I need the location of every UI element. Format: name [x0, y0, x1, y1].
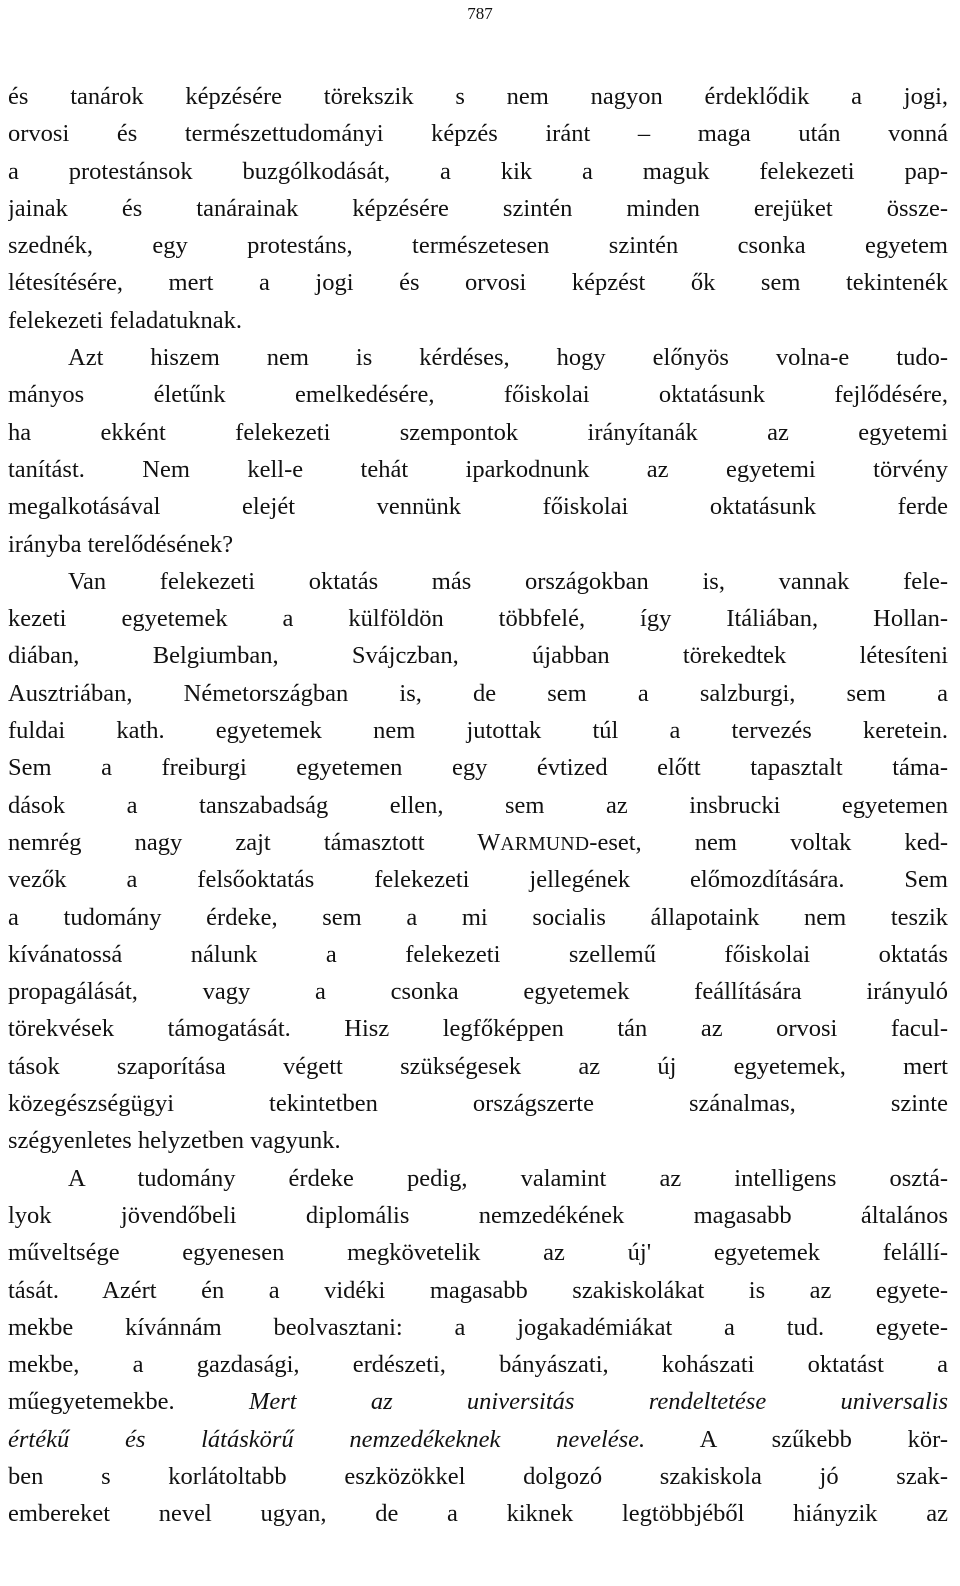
text-line: Sem a freiburgi egyetemen egy évtized előtt tapasztalt táma-	[8, 754, 948, 782]
page-number: 787	[467, 4, 493, 23]
text-line: műveltsége egyenesen megkövetelik az új' egyetemek felállí-	[8, 1239, 948, 1267]
text-line: a protestánsok buzgólkodását, a kik a maguk felekezeti pap-	[8, 157, 948, 185]
text-line: tások szaporítása végett szükségesek az új egyetemek, mert	[8, 1052, 948, 1080]
text-segment: műegyetemekbe.	[8, 1388, 249, 1416]
text-line: ben s korlátoltabb eszközökkel dolgozó szakiskola jó szak-	[8, 1462, 948, 1490]
text-line: kezeti egyetemek a külföldön többfelé, így Itáliában, Hollan-	[8, 605, 948, 633]
text-line	[8, 824, 948, 861]
body-text	[8, 78, 948, 1533]
smallcaps-name: ARMUND	[500, 833, 590, 855]
text-line: szednék, egy protestáns, természetesen szintén csonka egyetem	[8, 232, 948, 260]
text-line: szégyenletes helyzetben vagyunk.	[8, 1127, 341, 1155]
text-line: tását. Azért én a vidéki magasabb szakiskolákat is az egyete-	[8, 1276, 948, 1304]
text-line: közegészségügyi tekintetben országszerte szánalmas, szinte	[8, 1090, 948, 1118]
text-line: diában, Belgiumban, Svájczban, újabban törekedtek létesíteni	[8, 642, 948, 670]
text-segment: -eset, nem voltak ked-	[589, 828, 948, 856]
text-line: A tudomány érdeke pedig, valamint az intelligens osztá-	[68, 1164, 948, 1192]
text-line: fuldai kath. egyetemek nem jutottak túl a tervezés keretein.	[8, 717, 948, 745]
italic-text: Mert az universitás rendeltetése universalis	[248, 1388, 948, 1416]
italic-text: értékű és látáskörű nemzedékeknek nevelése.	[8, 1425, 646, 1453]
text-line: kívánatossá nálunk a felekezeti szellemű főiskolai oktatás	[8, 940, 948, 968]
text-line: felekezeti feladatuknak.	[8, 306, 242, 334]
text-segment: A szűkebb kör-	[645, 1425, 948, 1453]
text-line: jainak és tanárainak képzésére szintén minden erejüket össze-	[8, 194, 948, 222]
text-line: Ausztriában, Németországban is, de sem a salzburgi, sem a	[8, 679, 948, 707]
text-line: mekbe, a gazdasági, erdészeti, bányászati, kohászati oktatást a	[8, 1351, 948, 1379]
text-line: megalkotásával elejét vennünk főiskolai oktatásunk ferde	[8, 493, 948, 521]
text-line: irányba terelődésének?	[8, 530, 234, 558]
text-line: propagálását, vagy a csonka egyetemek feállítására irányuló	[8, 978, 948, 1006]
text-line: és tanárok képzésére törekszik s nem nagyon érdeklődik a jogi,	[8, 83, 948, 110]
text-line: dások a tanszabadság ellen, sem az insbrucki egyetemen	[8, 791, 948, 819]
text-line: törekvések támogatását. Hisz legfőképpen tán az orvosi facul-	[8, 1015, 948, 1043]
text-line: létesítésére, mert a jogi és orvosi képzést ők sem tekintenék	[8, 269, 948, 297]
text-line: lyok jövendőbeli diplomális nemzedékének magasabb általános	[8, 1201, 948, 1229]
text-line: mekbe kívánnám beolvasztani: a jogakadémiákat a tud. egyete-	[8, 1313, 948, 1341]
text-line: ha ekként felekezeti szempontok irányítanák az egyetemi	[8, 418, 948, 446]
text-line: Azt hiszem nem is kérdéses, hogy előnyös volna-e tudo-	[68, 344, 948, 372]
text-line: vezők a felsőoktatás felekezeti jellegének előmozdítására. Sem	[8, 866, 948, 894]
text-line: Van felekezeti oktatás más országokban is, vannak fele-	[68, 567, 948, 595]
text-segment: nemrég nagy zajt támasztott W	[8, 828, 501, 856]
text-line: orvosi és természettudományi képzés iránt – maga után vonná	[8, 120, 948, 148]
text-line	[8, 1421, 948, 1458]
text-line: a tudomány érdeke, sem a mi socialis állapotaink nem teszik	[8, 903, 948, 931]
text-line: embereket nevel ugyan, de a kiknek legtöbbjéből hiányzik az	[8, 1500, 948, 1528]
text-line: tanítást. Nem kell-e tehát iparkodnunk az egyetemi törvény	[8, 455, 948, 483]
text-line	[8, 1383, 948, 1420]
text-line: mányos életűnk emelkedésére, főiskolai oktatásunk fejlődésére,	[8, 381, 948, 409]
